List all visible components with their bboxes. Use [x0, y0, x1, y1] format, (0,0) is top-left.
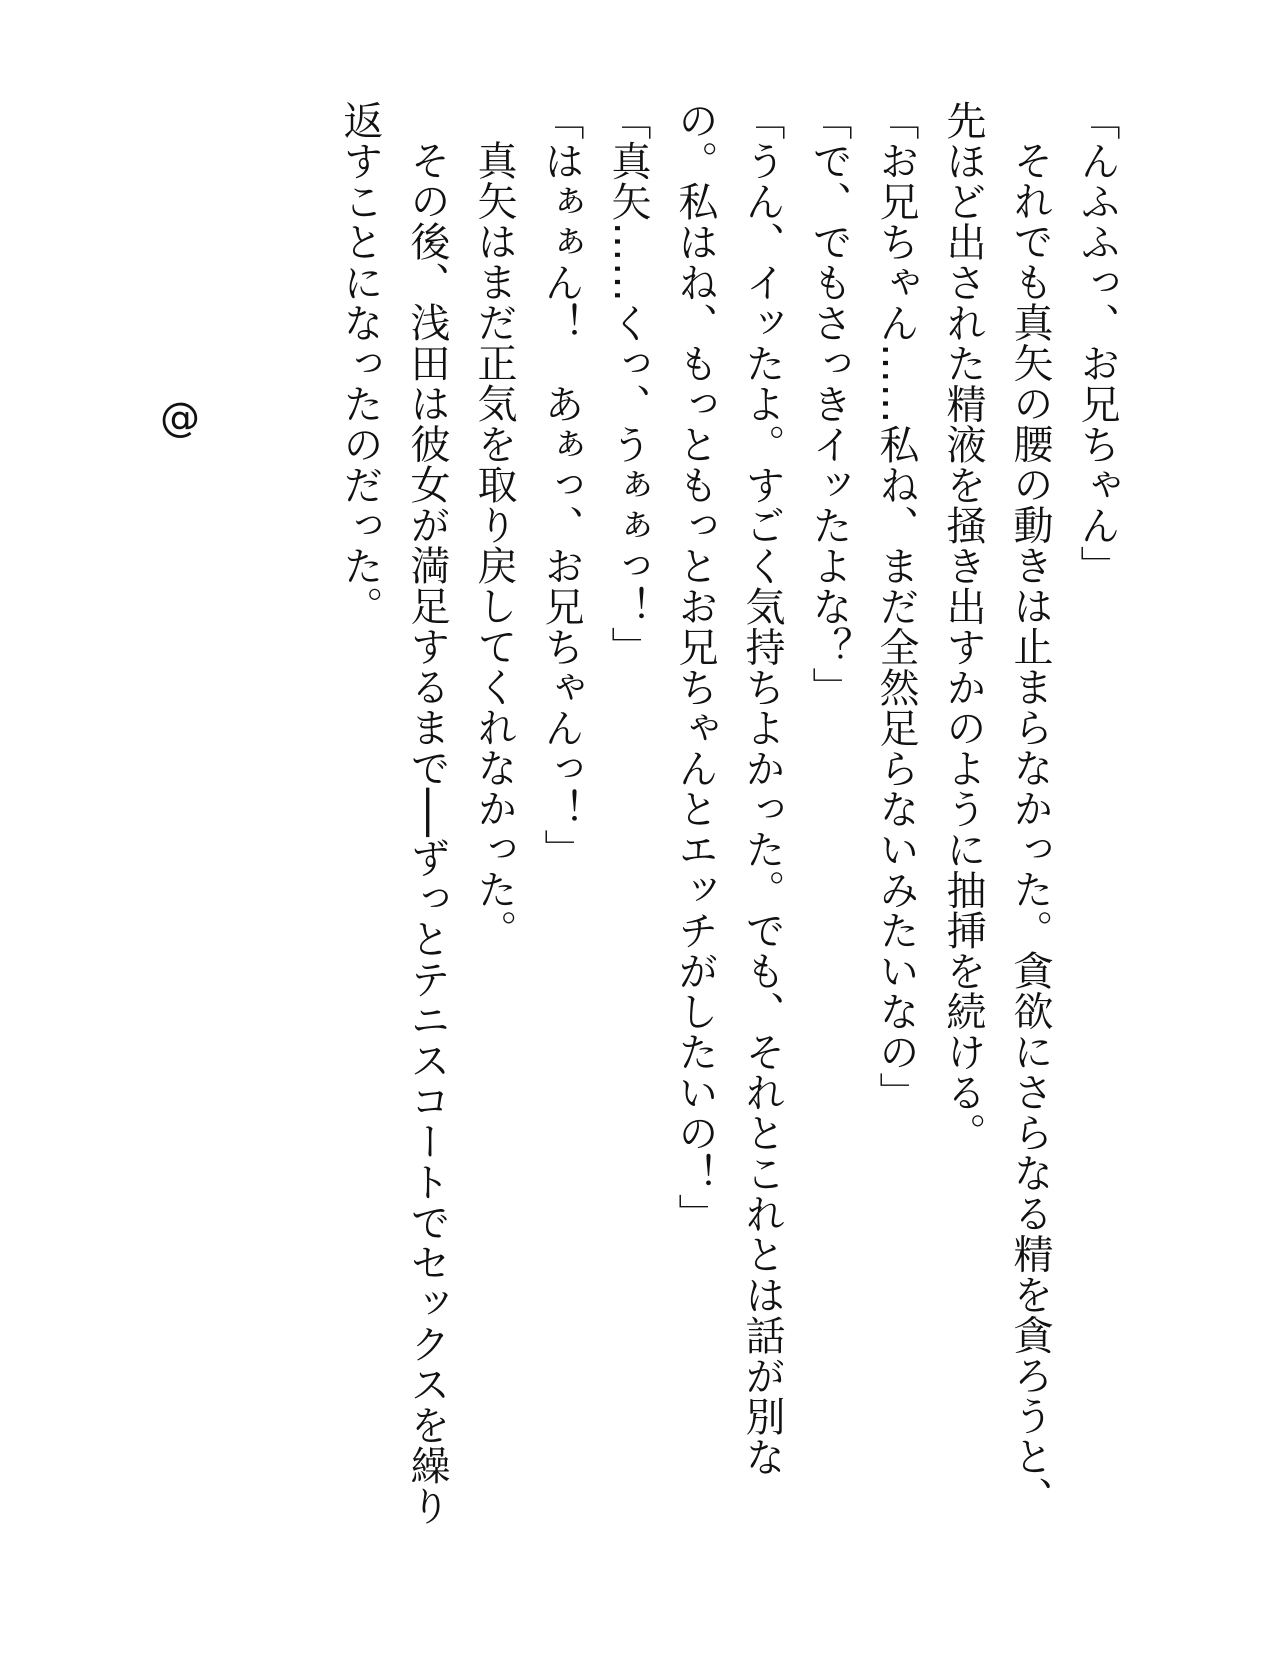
narration-line: 真矢はまだ正気を取り戻してくれなかった。 [471, 140, 517, 950]
narration-line: 返すことになったのだった。 [337, 100, 383, 627]
narration-line: 先ほど出された精液を掻き出すかのように抽挿を続ける。 [940, 100, 986, 1153]
dialogue-line: 「お兄ちゃん……私ね、まだ全然足らないみたいなの」 [873, 100, 919, 1113]
dialogue-line: の。私はね、もっともっとお兄ちゃんとエッチがしたいの！」 [672, 100, 718, 1234]
section-separator: @ [160, 395, 200, 441]
dialogue-line: 「うん、イッたよ。すごく気持ちよかった。でも、それとこれとは話が別な [739, 100, 785, 1477]
narration-line: それでも真矢の腰の動きは止まらなかった。貪欲にさらなる精を貪ろうと、 [1007, 140, 1053, 1517]
dialogue-line: 「真矢……くっ、うぁぁっ！」 [605, 100, 651, 667]
vertical-text-body [326, 100, 1130, 1600]
narration-line: その後、浅田は彼女が満足するまで──ずっとテニスコートでセックスを繰り [404, 140, 450, 1526]
dialogue-line: 「で、でもさっきイッたよな？」 [806, 100, 852, 708]
dialogue-line: 「んふふっ、お兄ちゃん」 [1074, 100, 1120, 586]
dialogue-line: 「はぁぁん！ あぁっ、お兄ちゃんっ！」 [538, 100, 584, 870]
